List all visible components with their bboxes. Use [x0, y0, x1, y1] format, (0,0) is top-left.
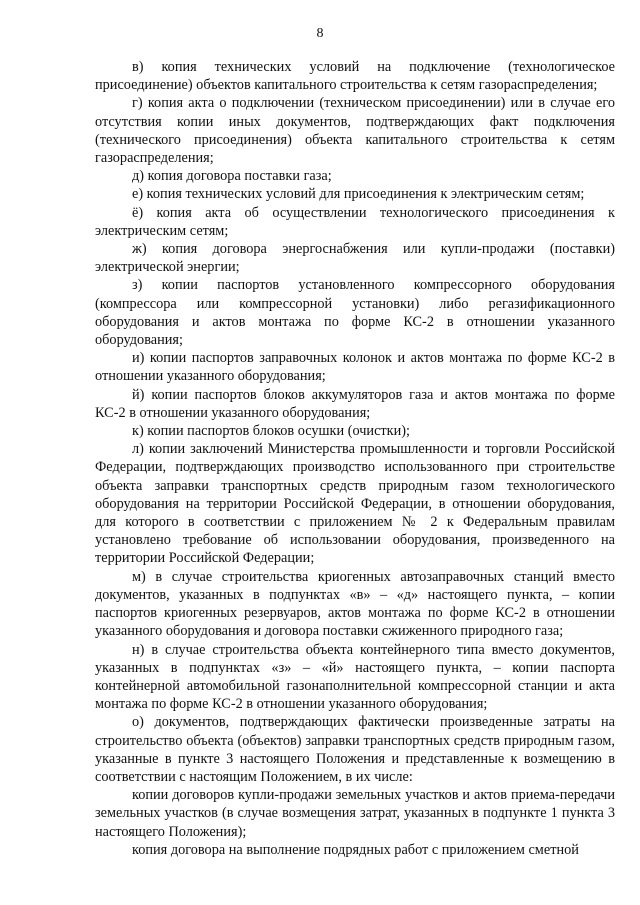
paragraph-m: м) в случае строительства криогенных автозаправочных станций вместо документов, указанных в подпунктах «в» – «д» настоящего пункта, – копии паспортов криогенных резервуаров, актов монтажа по форме КС-2 в отношении указанного оборудования и договора поставки сжиженного природного газа;: [95, 568, 615, 640]
paragraph-iy: й) копии паспортов блоков аккумуляторов газа и актов монтажа по форме КС-2 в отношении указанного оборудования;: [95, 386, 615, 421]
paragraph-z: з) копии паспортов установленного компрессорного оборудования (компрессора или компрессорной установки) либо регазификационного оборудования и актов монтажа по форме КС-2 в отношении указанного оборудования;: [95, 277, 615, 349]
paragraph-v: в) копия технических условий на подключение (технологическое присоединение) объектов капитального строительства к сетям газораспределения;: [95, 59, 615, 94]
paragraph-land-contracts: копии договоров купли-продажи земельных участков и актов приема-передачи земельных участков (в случае возмещения затрат, указанных в подпункте 1 пункта 3 настоящего Положения);: [95, 787, 615, 840]
paragraph-contract-copy: копия договора на выполнение подрядных работ с приложением сметной: [132, 841, 579, 858]
paragraph-k: к) копии паспортов блоков осушки (очистки);: [132, 423, 410, 440]
paragraph-n: н) в случае строительства объекта контейнерного типа вместо документов, указанных в подпунктах «з» – «й» настоящего пункта, – копии паспорта контейнерной автомобильной газонаполнительной компрессорной станции и акта монтажа по форме КС-2 в отношении указанного оборудования;: [95, 641, 615, 713]
paragraph-l: л) копии заключений Министерства промышленности и торговли Российской Федерации, подтверждающих производство использованного при строительстве объекта заправки транспортных средств природным газом технологического оборудования на территории Российской Федерации, в отношении оборудования, для которого в соответствии с приложением № 2 к Федеральным правилам установлено требование об использовании оборудования, произведенного на территории Российской Федерации;: [95, 441, 615, 567]
document-body: [95, 58, 615, 859]
paragraph-i: и) копии паспортов заправочных колонок и актов монтажа по форме КС-2 в отношении указанного оборудования;: [95, 350, 615, 385]
paragraph-g: г) копия акта о подключении (техническом присоединении) или в случае его отсутствия копии иных документов, подтверждающих факт подключения (технического присоединения) объекта капитального строительства к сетям газораспределения;: [95, 95, 615, 167]
paragraph-yo: ё) копия акта об осуществлении технологического присоединения к электрическим сетям;: [95, 204, 615, 239]
paragraph-o: о) документов, подтверждающих фактически произведенные затраты на строительство объекта (объектов) заправки транспортных средств природным газом, указанные в пункте 3 настоящего Положения и представленные к возмещению в соответствии с настоящим Положением, в их числе:: [95, 714, 615, 785]
paragraph-zh: ж) копия договора энергоснабжения или купли-продажи (поставки) электрической энергии;: [95, 241, 615, 276]
paragraph-e: е) копия технических условий для присоединения к электрическим сетям;: [132, 186, 585, 203]
paragraph-d: д) копия договора поставки газа;: [132, 168, 332, 185]
page-number: 8: [316, 26, 324, 41]
